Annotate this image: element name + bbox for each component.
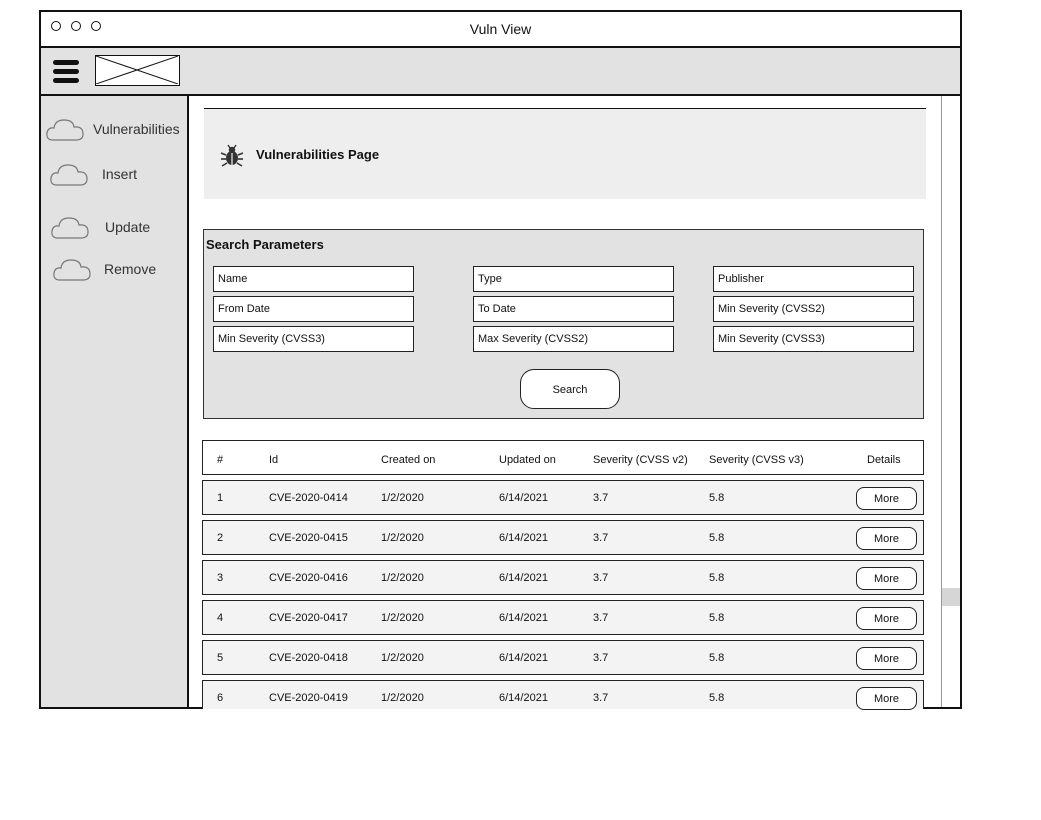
row-updated: 6/14/2021	[499, 532, 548, 544]
row-created: 1/2/2020	[381, 572, 424, 584]
logo-placeholder-image	[95, 55, 180, 86]
sidebar-item-label: Update	[105, 219, 151, 235]
column-header-details: Details	[867, 454, 901, 466]
sidebar-item-vulnerabilities[interactable]	[45, 114, 185, 144]
row-number: 6	[217, 692, 224, 704]
cloud-icon	[48, 214, 92, 240]
search-button[interactable]: Search	[520, 369, 620, 409]
more-button[interactable]: More	[856, 527, 917, 550]
publisher-field[interactable]: Publisher	[713, 266, 914, 292]
more-button[interactable]: More	[856, 487, 917, 510]
column-header-number: #	[217, 454, 224, 466]
sidebar	[41, 96, 189, 707]
table-row	[202, 640, 924, 675]
row-id: CVE-2020-0414	[269, 492, 348, 504]
max-severity-cvss2-field[interactable]: Max Severity (CVSS2)	[473, 326, 674, 352]
row-updated: 6/14/2021	[499, 612, 548, 624]
table-row	[202, 520, 924, 555]
page-header	[204, 108, 926, 199]
min-severity-cvss3-field[interactable]: Min Severity (CVSS3)	[213, 326, 414, 352]
row-updated: 6/14/2021	[499, 572, 548, 584]
table-header	[202, 440, 924, 475]
row-created: 1/2/2020	[381, 612, 424, 624]
column-header-id: Id	[269, 454, 279, 466]
row-number: 2	[217, 532, 224, 544]
sidebar-item-insert[interactable]	[45, 159, 185, 189]
bug-icon	[220, 144, 244, 168]
search-panel-title: Search Parameters	[206, 237, 324, 252]
sidebar-item-label: Vulnerabilities	[93, 121, 180, 137]
sidebar-item-label: Remove	[104, 261, 157, 277]
hamburger-menu-icon[interactable]	[53, 60, 79, 84]
title-bar	[41, 12, 960, 48]
row-created: 1/2/2020	[381, 692, 424, 704]
row-cvss3: 5.8	[709, 652, 725, 664]
row-updated: 6/14/2021	[499, 492, 548, 504]
row-cvss3: 5.8	[709, 492, 725, 504]
column-header-updated: Updated on	[499, 454, 556, 466]
window-title: Vuln View	[469, 21, 532, 37]
row-cvss2: 3.7	[593, 612, 609, 624]
row-id: CVE-2020-0419	[269, 692, 348, 704]
sidebar-item-remove[interactable]	[45, 254, 185, 284]
row-created: 1/2/2020	[381, 532, 424, 544]
row-cvss2: 3.7	[593, 532, 609, 544]
row-updated: 6/14/2021	[499, 692, 548, 704]
page-title: Vulnerabilities Page	[256, 147, 380, 162]
to-date-field[interactable]: To Date	[473, 296, 674, 322]
scrollbar-thumb[interactable]	[942, 588, 960, 606]
table-row	[202, 560, 924, 595]
cloud-icon	[45, 116, 85, 142]
min-severity-cvss3-field-2[interactable]: Min Severity (CVSS3)	[713, 326, 914, 352]
row-cvss2: 3.7	[593, 572, 609, 584]
table-row	[202, 480, 924, 515]
row-id: CVE-2020-0415	[269, 532, 348, 544]
row-created: 1/2/2020	[381, 492, 424, 504]
cloud-icon	[47, 161, 91, 187]
row-cvss2: 3.7	[593, 692, 609, 704]
more-button[interactable]: More	[856, 687, 917, 710]
cloud-icon	[50, 256, 94, 282]
row-cvss3: 5.8	[709, 572, 725, 584]
sidebar-item-update[interactable]	[45, 212, 185, 242]
more-button[interactable]: More	[856, 607, 917, 630]
row-cvss2: 3.7	[593, 652, 609, 664]
from-date-field[interactable]: From Date	[213, 296, 414, 322]
row-cvss3: 5.8	[709, 532, 725, 544]
sidebar-item-label: Insert	[102, 166, 138, 182]
row-id: CVE-2020-0417	[269, 612, 348, 624]
more-button[interactable]: More	[856, 647, 917, 670]
table-row	[202, 600, 924, 635]
row-number: 1	[217, 492, 224, 504]
column-header-created: Created on	[381, 454, 436, 466]
row-number: 5	[217, 652, 224, 664]
toolbar	[41, 48, 960, 96]
row-cvss3: 5.8	[709, 612, 725, 624]
row-cvss2: 3.7	[593, 492, 609, 504]
row-number: 4	[217, 612, 224, 624]
row-number: 3	[217, 572, 224, 584]
row-updated: 6/14/2021	[499, 652, 548, 664]
name-field[interactable]: Name	[213, 266, 414, 292]
more-button[interactable]: More	[856, 567, 917, 590]
app-window	[39, 10, 962, 709]
row-cvss3: 5.8	[709, 692, 725, 704]
row-created: 1/2/2020	[381, 652, 424, 664]
type-field[interactable]: Type	[473, 266, 674, 292]
row-id: CVE-2020-0418	[269, 652, 348, 664]
column-header-cvss3: Severity (CVSS v3)	[709, 454, 804, 466]
table-row	[202, 680, 924, 709]
column-header-cvss2: Severity (CVSS v2)	[593, 454, 688, 466]
row-id: CVE-2020-0416	[269, 572, 348, 584]
min-severity-cvss2-field[interactable]: Min Severity (CVSS2)	[713, 296, 914, 322]
search-panel	[203, 229, 924, 419]
vertical-scrollbar[interactable]	[941, 96, 960, 707]
